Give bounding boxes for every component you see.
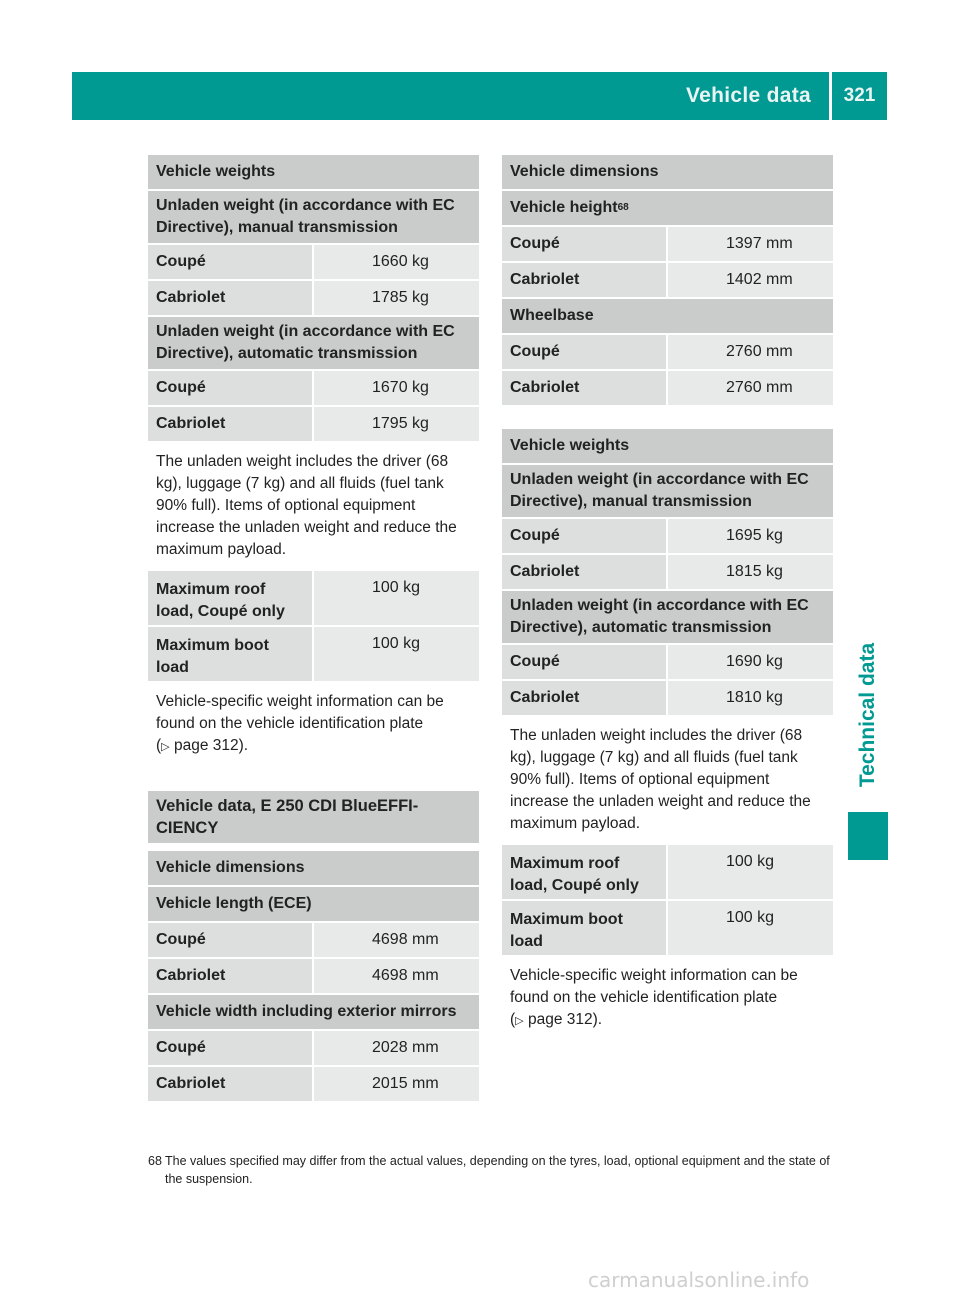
table-row (502, 519, 833, 553)
subsection-header: Wheelbase (502, 299, 833, 333)
row-label: Maximum roof load, Coupé only (148, 571, 312, 625)
footnote-text: The values specified may differ from the actual values, depending on the tyres, load, optional equipment and the state of the suspension. (165, 1154, 830, 1186)
row-label: Cabriolet (148, 281, 312, 315)
row-label: Coupé (502, 227, 666, 261)
page-ref-arrow-icon: ▷ (161, 741, 170, 753)
table-row (502, 645, 833, 679)
subsection-header: Unladen weight (in accordance with EC Directive), automatic transmission (502, 591, 833, 643)
table-row (502, 227, 833, 261)
subsection-header: Vehicle width including exterior mirrors (148, 995, 479, 1029)
row-label: Coupé (502, 645, 666, 679)
table-row (502, 681, 833, 715)
row-value: 100 kg (314, 571, 479, 625)
row-label: Cabriolet (502, 263, 666, 297)
plate-note-text: Vehicle-specific weight information can be found on the vehicle identification plate (510, 967, 798, 1006)
page-reference[interactable]: page 312). (173, 737, 249, 754)
table-row (148, 959, 479, 993)
table-row (148, 281, 479, 315)
row-label: Cabriolet (148, 959, 312, 993)
plate-note-text: Vehicle-specific weight information can be found on the vehicle identification plate (156, 693, 444, 732)
subsection-header (502, 191, 833, 225)
row-label: Cabriolet (502, 681, 666, 715)
row-value: 1695 kg (668, 519, 833, 553)
row-value: 1690 kg (668, 645, 833, 679)
watermark: carmanualsonline.info (588, 1268, 810, 1292)
left-column (148, 155, 479, 1103)
footnote (148, 1152, 848, 1188)
table-row (148, 1067, 479, 1101)
table-row (148, 571, 479, 625)
row-value: 100 kg (668, 901, 833, 955)
page-ref-arrow-icon: ▷ (515, 1015, 524, 1027)
table-row (502, 555, 833, 589)
footnote-mark: 68 (148, 1154, 162, 1168)
subsection-header: Unladen weight (in accordance with EC Directive), manual transmission (502, 465, 833, 517)
row-value: 1397 mm (668, 227, 833, 261)
subsection-header: Vehicle length (ECE) (148, 887, 479, 921)
row-value: 1785 kg (314, 281, 479, 315)
row-value: 1810 kg (668, 681, 833, 715)
row-label: Maximum boot load (148, 627, 312, 681)
chapter-label: Technical data (856, 642, 879, 788)
row-value: 100 kg (314, 627, 479, 681)
table-row (502, 263, 833, 297)
row-value: 1402 mm (668, 263, 833, 297)
table-row (148, 245, 479, 279)
row-label: Coupé (502, 335, 666, 369)
table-row (502, 371, 833, 405)
chapter-side-tab (848, 630, 888, 800)
row-value: 2028 mm (314, 1031, 479, 1065)
unladen-weight-note: The unladen weight includes the driver (68 kg), luggage (7 kg) and all fluids (fuel tank 90% full). Items of optional equipment increase the unladen weight and reduce the maximum payload. (510, 727, 811, 832)
row-value: 1815 kg (668, 555, 833, 589)
subsection-header: Unladen weight (in accordance with EC Directive), manual transmission (148, 191, 479, 243)
row-label: Cabriolet (502, 555, 666, 589)
section-header: Vehicle weights (148, 155, 479, 189)
page-header-bar (72, 72, 887, 120)
row-label: Coupé (148, 245, 312, 279)
table-row (502, 845, 833, 899)
row-value: 1660 kg (314, 245, 479, 279)
row-label: Cabriolet (502, 371, 666, 405)
row-label: Maximum roof load, Coupé only (502, 845, 666, 899)
row-label: Coupé (148, 923, 312, 957)
table-row (502, 901, 833, 955)
row-value: 2015 mm (314, 1067, 479, 1101)
section-header: Vehicle dimensions (502, 155, 833, 189)
row-label: Maximum boot load (502, 901, 666, 955)
plate-note: Vehicle-specific weight information can be found on the vehicle identification plate (▷ page 312). (156, 693, 444, 754)
page-reference[interactable]: page 312). (527, 1011, 603, 1028)
row-value: 2760 mm (668, 335, 833, 369)
section-title: Vehicle data (686, 84, 811, 107)
row-value: 2760 mm (668, 371, 833, 405)
row-label: Cabriolet (148, 407, 312, 441)
section-header: Vehicle dimensions (148, 851, 479, 885)
row-value: 4698 mm (314, 923, 479, 957)
row-value: 100 kg (668, 845, 833, 899)
row-label: Coupé (148, 371, 312, 405)
row-label: Coupé (148, 1031, 312, 1065)
row-value: 1795 kg (314, 407, 479, 441)
section-header: Vehicle weights (502, 429, 833, 463)
height-title: Vehicle height (510, 199, 618, 216)
row-label: Cabriolet (148, 1067, 312, 1101)
subsection-header: Unladen weight (in accordance with EC Directive), automatic transmission (148, 317, 479, 369)
row-value: 1670 kg (314, 371, 479, 405)
page-number: 321 (843, 85, 876, 106)
table-row (148, 923, 479, 957)
model-section-header: Vehicle data, E 250 CDI BlueEFFI-CIENCY (148, 791, 479, 843)
table-row (502, 335, 833, 369)
row-label: Coupé (502, 519, 666, 553)
table-row (148, 407, 479, 441)
table-row (148, 371, 479, 405)
footnote-ref: 68 (617, 202, 629, 213)
table-row (148, 1031, 479, 1065)
table-row (148, 627, 479, 681)
row-value: 4698 mm (314, 959, 479, 993)
right-column (502, 155, 833, 1065)
chapter-marker (848, 812, 888, 860)
plate-note: Vehicle-specific weight information can be found on the vehicle identification plate (▷ page 312). (510, 967, 798, 1028)
unladen-weight-note: The unladen weight includes the driver (68 kg), luggage (7 kg) and all fluids (fuel tank 90% full). Items of optional equipment increase the unladen weight and reduce the maximum payload. (156, 453, 457, 558)
